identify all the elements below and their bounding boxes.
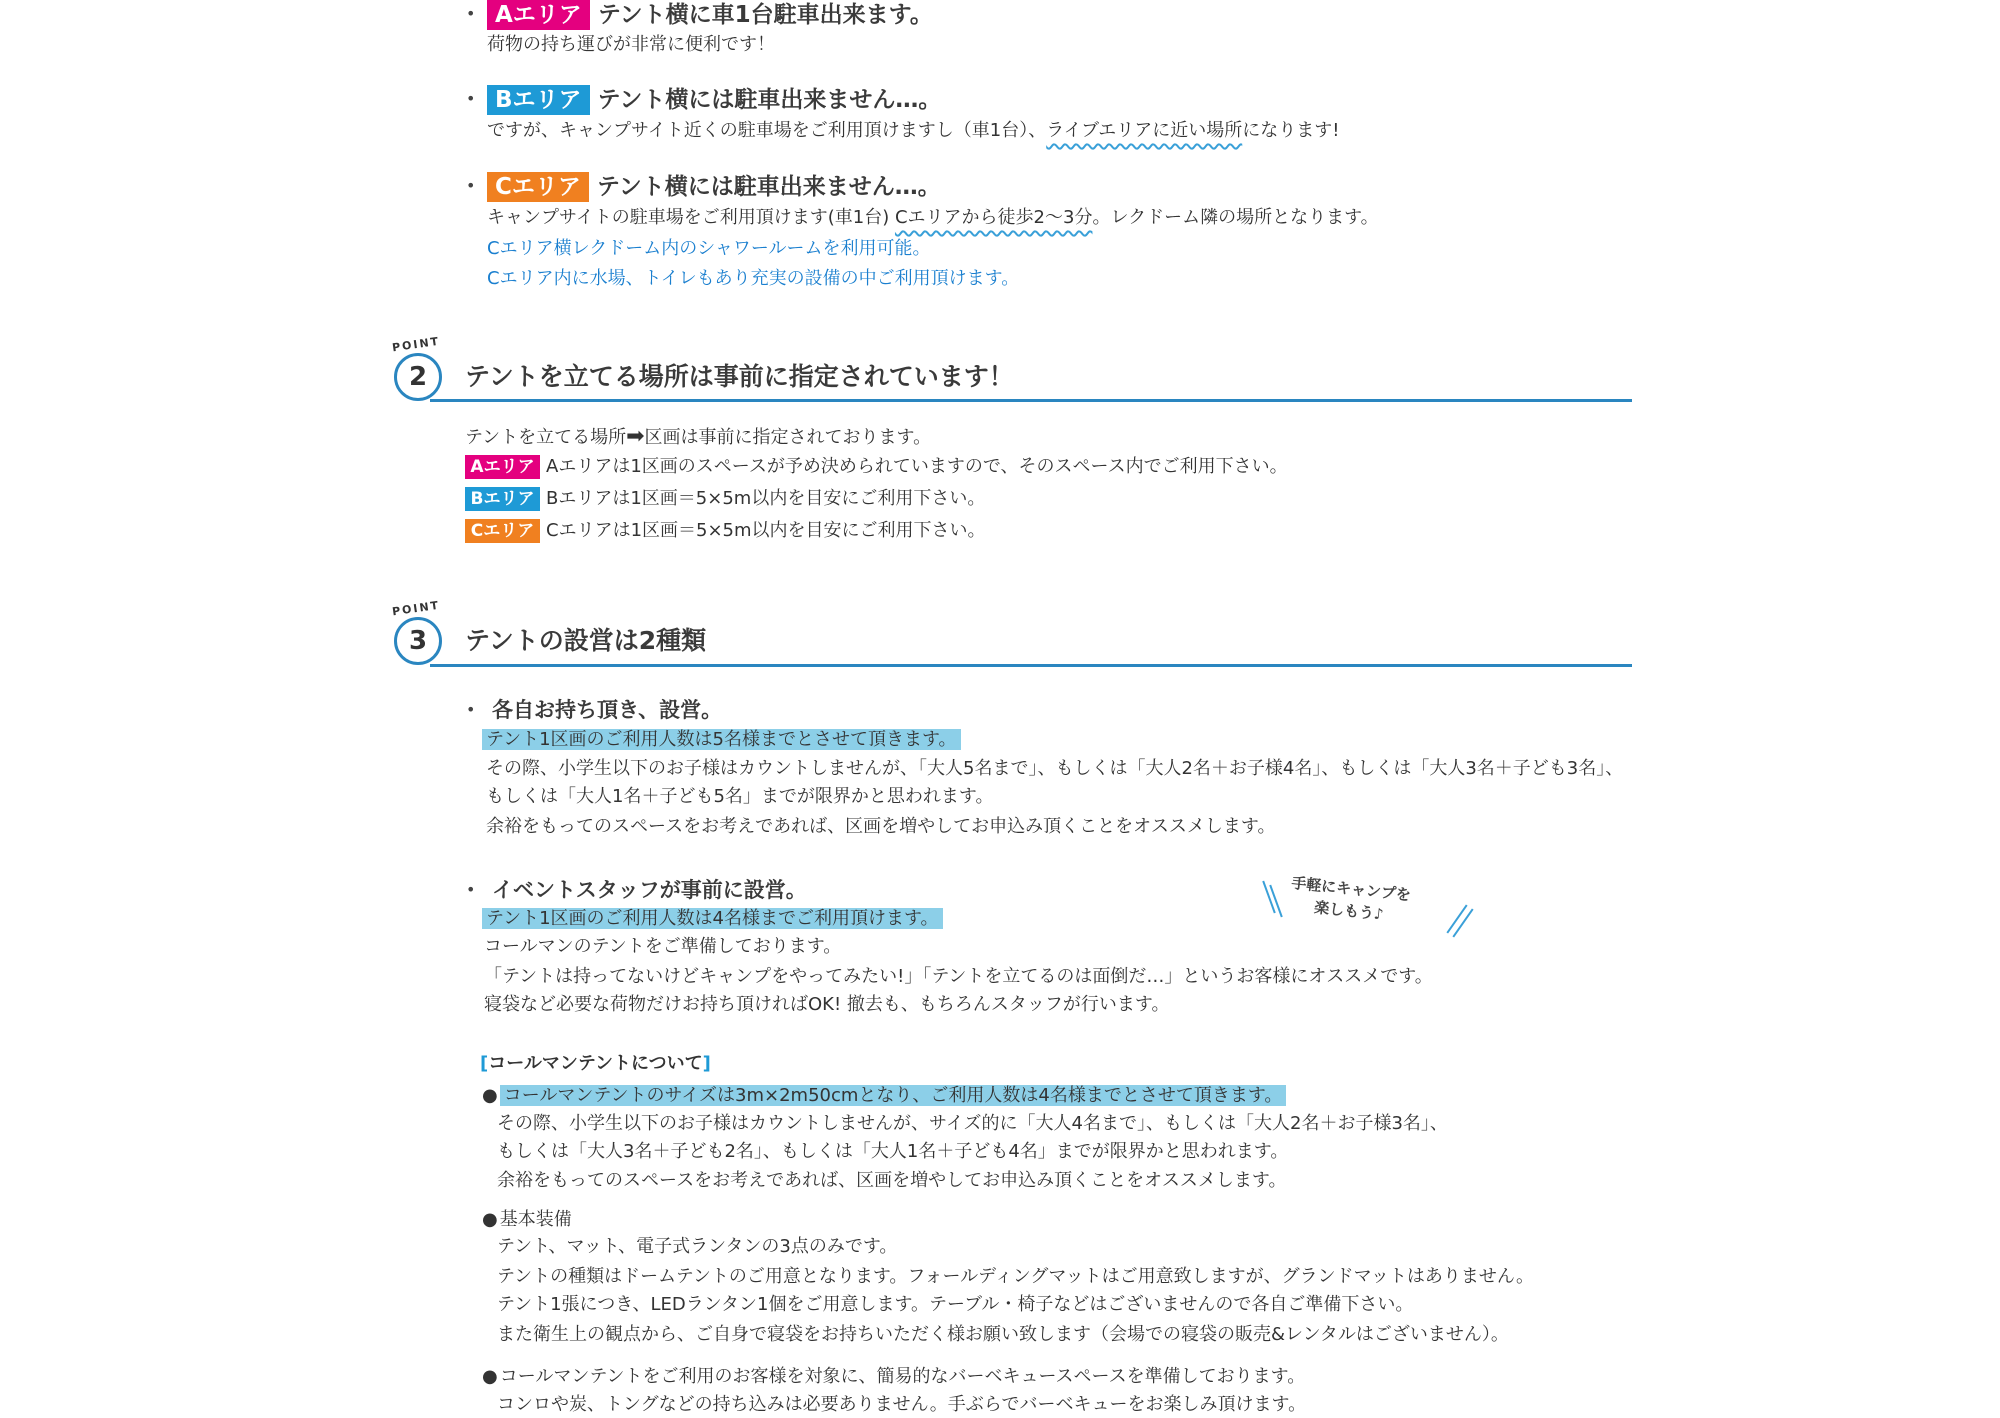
bullet: • bbox=[466, 176, 476, 195]
area-b-heading bbox=[487, 85, 941, 115]
text: キャンプサイトの駐車場をご利用頂けます(車1台) bbox=[487, 207, 895, 228]
highlight: コールマンテントのサイズは3m×2m50cmとなり、ご利用人数は4名様までとさせて頂きます。 bbox=[500, 1085, 1287, 1106]
text: Cエリアは1区画＝5×5m以内を目安にご利用下さい。 bbox=[546, 520, 986, 541]
self-setup-line: 余裕をもってのスペースをお考えであれば、区画を増やしてお申込み頂くことをオススメします。 bbox=[486, 816, 1276, 837]
area-b-badge: Bエリア bbox=[465, 487, 540, 511]
equipment-line: また衛生上の観点から、ご自身で寝袋をお持ちいただく様お願い致します（会場での寝袋の販売&レンタルはございません）。 bbox=[497, 1324, 1509, 1345]
area-a-badge: Aエリア bbox=[487, 0, 590, 30]
coleman-size bbox=[482, 1083, 1286, 1109]
area-a-desc: 荷物の持ち運びが非常に便利です！ bbox=[487, 34, 775, 55]
note-line: 手軽にキャンプを bbox=[1290, 873, 1412, 905]
note-line: 楽しもう♪ bbox=[1313, 898, 1385, 924]
text: コールマンテントをご利用のお客様を対象に、簡易的なバーベキュースペースを準備しております。 bbox=[499, 1366, 1306, 1387]
bullet: • bbox=[466, 880, 476, 899]
text: ですが、キャンプサイト近くの駐車場をご利用頂けますし（車1台）、 bbox=[487, 120, 1047, 141]
area-a-title: テント横に車1台駐車出来ます。 bbox=[597, 2, 933, 28]
text: 。レクドーム隣の場所となります。 bbox=[1092, 207, 1379, 228]
area-c-note-2: Cエリア内に水場、トイレもあり充実の設備の中ご利用頂けます。 bbox=[487, 268, 1020, 289]
bbq-line: コンロや炭、トングなどの持ち込みは必要ありません。手ぶらでバーベキューをお楽しみ頂けます。 bbox=[497, 1394, 1307, 1415]
area-a-badge: Aエリア bbox=[465, 455, 540, 479]
equipment-line: テント1張につき、LEDランタン1個をご用意します。テーブル・椅子などはございませんので各自ご準備下さい。 bbox=[497, 1294, 1414, 1315]
text: 基本装備 bbox=[499, 1209, 572, 1230]
text: Bエリアは1区画＝5×5m以内を目安にご利用下さい。 bbox=[546, 488, 986, 509]
bbq-title bbox=[482, 1364, 1305, 1390]
coleman-heading bbox=[480, 1051, 711, 1077]
section-2-intro bbox=[465, 424, 931, 450]
bullet-dot-icon: ● bbox=[482, 1366, 498, 1387]
bullet: • bbox=[466, 4, 476, 23]
coleman-size-line: もしくは「大人3名＋子ども2名」、もしくは「大人1名＋子ども4名」までが限界かと思われます。 bbox=[497, 1141, 1289, 1162]
bullet: • bbox=[466, 89, 476, 108]
coleman-size-line: 余裕をもってのスペースをお考えであれば、区画を増やしてお申込み頂くことをオススメします。 bbox=[497, 1170, 1287, 1191]
bullet-dot-icon: ● bbox=[482, 1209, 498, 1230]
area-c-heading bbox=[487, 172, 941, 202]
point-label: POINT bbox=[391, 598, 441, 619]
section-2-title: テントを立てる場所は事前に指定されています！ bbox=[465, 362, 1014, 391]
area-b-badge: Bエリア bbox=[487, 85, 590, 115]
accent-mark-icon bbox=[1452, 909, 1473, 938]
area-c-desc bbox=[487, 205, 1379, 231]
section-divider bbox=[430, 664, 1632, 667]
self-setup-line: その際、小学生以下のお子様はカウントしませんが、「大人5名まで」、もしくは「大人2名＋お子様4名」、もしくは「大人3名＋子ども3名」、 bbox=[486, 758, 1624, 779]
fun-note bbox=[1288, 872, 1412, 928]
staff-setup-line: 「テントは持ってないけどキャンプをやってみたい!」「テントを立てるのは面倒だ…」というお客様にオススメです。 bbox=[484, 966, 1433, 987]
arrow-right-icon: ➡ bbox=[626, 424, 645, 449]
bullet: • bbox=[466, 700, 476, 719]
wavy-emphasis: ライブエリアに近い場所 bbox=[1046, 120, 1243, 141]
coleman-size-line: その際、小学生以下のお子様はカウントしませんが、サイズ的に「大人4名まで」、もしくは「大人2名＋お子様3名」、 bbox=[497, 1113, 1448, 1134]
bracket: [ bbox=[480, 1053, 489, 1074]
area-a-heading bbox=[487, 0, 933, 30]
section-3-title: テントの設営は2種類 bbox=[465, 626, 707, 655]
bracket: ] bbox=[702, 1053, 711, 1074]
self-setup-title: 各自お持ち頂き、設営。 bbox=[492, 698, 723, 722]
area-c-rule bbox=[465, 518, 986, 544]
staff-setup-line: 寝袋など必要な荷物だけお持ち頂ければOK! 撤去も、もちろんスタッフが行います。 bbox=[484, 994, 1170, 1015]
text: 区画は事前に指定されております。 bbox=[644, 427, 932, 448]
staff-setup-highlight bbox=[482, 906, 943, 932]
equipment-line: テントの種類はドームテントのご用意となります。フォールディングマットはご用意致しますが、グランドマットはありません。 bbox=[497, 1266, 1534, 1287]
equipment-line: テント、マット、電子式ランタンの3点のみです。 bbox=[497, 1236, 898, 1257]
highlight: テント1区画のご利用人数は4名様までご利用頂けます。 bbox=[482, 908, 943, 929]
area-a-rule bbox=[465, 454, 1288, 480]
text: テントを立てる場所 bbox=[465, 427, 627, 448]
area-b-title: テント横には駐車出来ません…。 bbox=[597, 87, 942, 113]
text: になります! bbox=[1242, 120, 1340, 141]
area-c-note-1: Cエリア横レクドーム内のシャワールームを利用可能。 bbox=[487, 238, 931, 259]
self-setup-line: もしくは「大人1名＋子ども5名」までが限界かと思われます。 bbox=[486, 786, 994, 807]
area-b-rule bbox=[465, 486, 985, 512]
text: コールマンテントについて bbox=[488, 1053, 703, 1074]
section-divider bbox=[430, 399, 1632, 402]
self-setup-highlight bbox=[482, 727, 961, 753]
area-c-badge: Cエリア bbox=[487, 172, 589, 202]
area-b-desc bbox=[487, 118, 1339, 144]
staff-setup-title: イベントスタッフが事前に設営。 bbox=[492, 878, 807, 902]
wavy-emphasis: Cエリアから徒歩2〜3分 bbox=[894, 207, 1093, 228]
text: Aエリアは1区画のスペースが予め決められていますので、そのスペース内でご利用下さい。 bbox=[546, 456, 1288, 477]
staff-setup-line: コールマンのテントをご準備しております。 bbox=[484, 936, 842, 957]
highlight: テント1区画のご利用人数は5名様までとさせて頂きます。 bbox=[482, 729, 961, 750]
equipment-title bbox=[482, 1207, 572, 1233]
area-c-badge: Cエリア bbox=[465, 519, 540, 543]
point-2-number-icon: 2 bbox=[394, 353, 442, 401]
bullet-dot-icon: ● bbox=[482, 1085, 498, 1106]
point-label: POINT bbox=[391, 334, 441, 355]
area-c-title: テント横には駐車出来ません…。 bbox=[596, 174, 941, 200]
point-3-number-icon: 3 bbox=[394, 617, 442, 665]
